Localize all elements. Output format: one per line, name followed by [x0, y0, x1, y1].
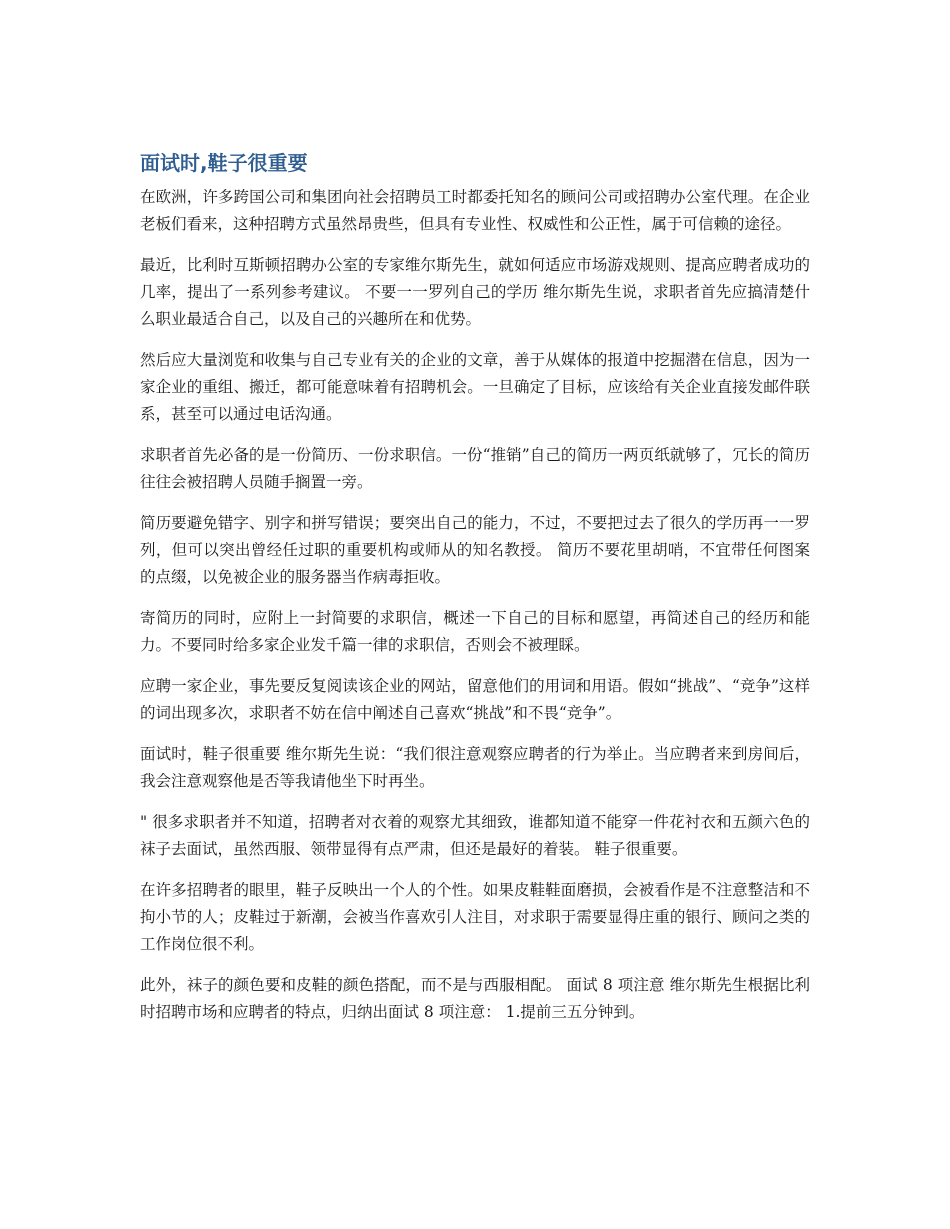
- paragraph: 然后应大量浏览和收集与自己专业有关的企业的文章，善于从媒体的报道中挖掘潜在信息，因为一家企业的重组、搬迁，都可能意味着有招聘机会。一旦确定了目标，应该给有关企业直接发邮件联系，甚至可以通过电话沟通。: [140, 351, 810, 423]
- paragraph: 在许多招聘者的眼里，鞋子反映出一个人的个性。如果皮鞋鞋面磨损，会被看作是不注意整洁和不拘小节的人；皮鞋过于新潮，会被当作喜欢引人注目，对求职于需要显得庄重的银行、顾问之类的工作岗位很不利。: [140, 881, 810, 953]
- paragraph: 此外，袜子的颜色要和皮鞋的颜色搭配，而不是与西服相配。 面试 8 项注意 维尔斯先生根据比利时招聘市场和应聘者的特点，归纳出面试 8 项注意： 1.提前三五分钟到。: [140, 976, 810, 1021]
- paragraph: 简历要避免错字、别字和拼写错误；要突出自己的能力，不过，不要把过去了很久的学历再一一罗列，但可以突出曾经任过职的重要机构或师从的知名教授。 简历不要花里胡哨，不宜带任何图案的点缀，以免被企业的服务器当作病毒拒收。: [140, 514, 810, 586]
- paragraph: 寄简历的同时，应附上一封简要的求职信，概述一下自己的目标和愿望，再简述自己的经历和能力。不要同时给多家企业发千篇一律的求职信，否则会不被理睬。: [140, 609, 810, 654]
- paragraph: 应聘一家企业，事先要反复阅读该企业的网站，留意他们的用词和用语。假如“挑战”、“竞争”这样的词出现多次，求职者不妨在信中阐述自己喜欢“挑战”和不畏“竞争”。: [140, 677, 810, 722]
- paragraph: 最近，比利时互斯顿招聘办公室的专家维尔斯先生，就如何适应市场游戏规则、提高应聘者成功的几率，提出了一系列参考建议。 不要一一罗列自己的学历 维尔斯先生说，求职者首先应搞清楚什么职业最适合自己，以及自己的兴趣所在和优势。: [140, 256, 810, 328]
- document-title: 面试时,鞋子很重要: [140, 151, 308, 175]
- paragraph: 面试时，鞋子很重要 维尔斯先生说：“我们很注意观察应聘者的行为举止。当应聘者来到房间后，我会注意观察他是否等我请他坐下时再坐。: [140, 745, 810, 790]
- paragraph: 求职者首先必备的是一份简历、一份求职信。一份“推销”自己的简历一两页纸就够了，冗长的简历往往会被招聘人员随手搁置一旁。: [140, 446, 810, 491]
- paragraph: 在欧洲，许多跨国公司和集团向社会招聘员工时都委托知名的顾问公司或招聘办公室代理。在企业老板们看来，这种招聘方式虽然昂贵些，但具有专业性、权威性和公正性，属于可信赖的途径。: [140, 188, 810, 233]
- paragraph: " 很多求职者并不知道，招聘者对衣着的观察尤其细致，谁都知道不能穿一件花衬衣和五颜六色的袜子去面试，虽然西服、领带显得有点严肃，但还是最好的着装。 鞋子很重要。: [140, 813, 810, 858]
- document-page: [140, 148, 810, 1040]
